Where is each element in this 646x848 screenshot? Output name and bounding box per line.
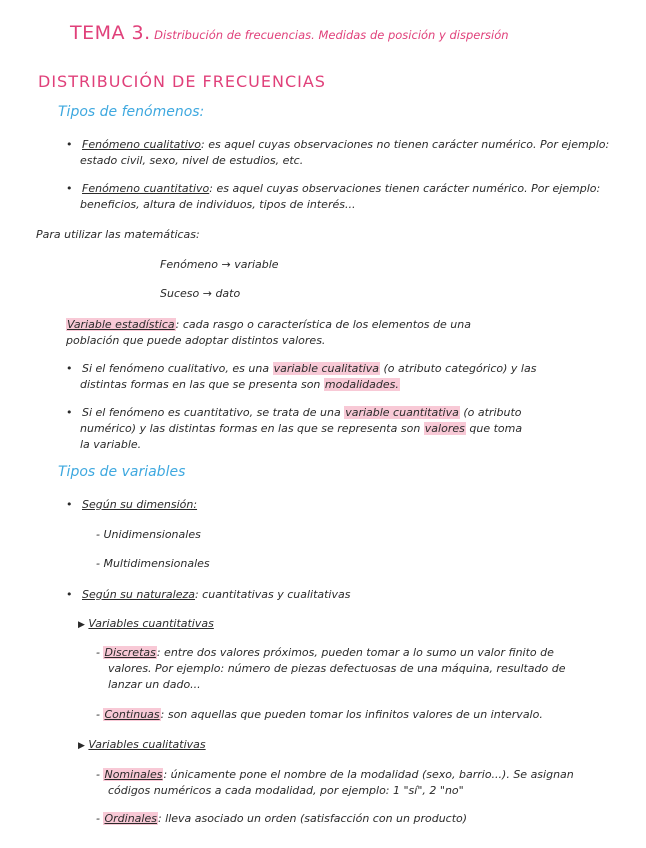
label-segun-naturaleza: Según su naturaleza bbox=[82, 588, 195, 601]
item-continuas: - Continuas: son aquellas que pueden tomar los infinitos valores de un intervalo. bbox=[96, 708, 543, 721]
text-discretas-l2: valores. Por ejemplo: número de piezas defectuosas de una máquina, resultado de bbox=[108, 662, 566, 675]
text-nominales-l2: códigos numéricos a cada modalidad, por ejemplo: 1 "sí", 2 "no" bbox=[108, 784, 464, 797]
term-continuas: Continuas bbox=[104, 708, 160, 721]
subheading-cuantitativas bbox=[78, 617, 214, 630]
term-variable-estadistica: Variable estadística bbox=[67, 318, 175, 331]
heading-tipos-variables: Tipos de variables bbox=[58, 464, 186, 480]
text-b2-l2a: numérico) y las distintas formas en las que se representa son bbox=[80, 422, 421, 435]
term-nominales: Nominales bbox=[104, 768, 163, 781]
text-b2b: (o atributo bbox=[463, 406, 522, 419]
arrow-icon: ▶ bbox=[78, 741, 85, 751]
bullet-variable-cualitativa bbox=[66, 362, 536, 375]
highlight-variable-cualitativa: variable cualitativa bbox=[273, 362, 380, 375]
tema-label: TEMA 3. bbox=[70, 22, 151, 44]
text-discretas-l3: lanzar un dado... bbox=[108, 678, 201, 691]
matematicas-intro: Para utilizar las matemáticas: bbox=[36, 228, 200, 241]
item-unidimensionales: - Unidimensionales bbox=[96, 528, 201, 541]
text-b1b: (o atributo categórico) y las bbox=[383, 362, 537, 375]
label-segun-dimension: Según su dimensión: bbox=[82, 498, 198, 511]
item-multidimensionales: - Multidimensionales bbox=[96, 557, 210, 570]
matematicas-suceso-dato: Suceso → dato bbox=[160, 287, 241, 300]
matematicas-fenomeno-variable: Fenómeno → variable bbox=[160, 258, 279, 271]
item-nominales: - Nominales: únicamente pone el nombre de la modalidad (sexo, barrio...). Se asignan bbox=[96, 768, 574, 781]
bullet-variable-cuantitativa bbox=[66, 406, 522, 419]
text-b2-l2 bbox=[80, 422, 522, 435]
arrow-icon: ▶ bbox=[78, 620, 85, 630]
item-ordinales: - Ordinales: lleva asociado un orden (satisfacción con un producto) bbox=[96, 812, 468, 825]
text-b1a: Si el fenómeno cualitativo, es una bbox=[82, 362, 270, 375]
heading-tipos-fenomenos: Tipos de fenómenos: bbox=[58, 104, 205, 120]
text-b2-l2b: que toma bbox=[469, 422, 523, 435]
bullet-fenomeno-cualitativo bbox=[66, 138, 609, 151]
text-b2-l3: la variable. bbox=[80, 438, 142, 451]
text-fenomeno-cuantitativo: : es aquel cuyas observaciones tienen carácter numérico. Por ejemplo: bbox=[209, 182, 601, 195]
term-fenomeno-cuantitativo: Fenómeno cuantitativo bbox=[82, 182, 210, 195]
page-header bbox=[70, 22, 509, 44]
text-b1-l2a: distintas formas en las que se presenta son bbox=[80, 378, 321, 391]
text-fenomeno-cuantitativo-l2: beneficios, altura de individuos, tipos de interés... bbox=[80, 198, 356, 211]
text-b2a: Si el fenómeno es cuantitativo, se trata de una bbox=[82, 406, 341, 419]
text-nominales-l1: : únicamente pone el nombre de la modalidad (sexo, barrio...). Se asignan bbox=[163, 768, 574, 781]
label-variables-cualitativas: Variables cualitativas bbox=[88, 738, 206, 751]
item-discretas: - Discretas: entre dos valores próximos, pueden tomar a lo sumo un valor finito de bbox=[96, 646, 554, 659]
text-b1-l2 bbox=[80, 378, 400, 391]
text-fenomeno-cualitativo: : es aquel cuyas observaciones no tienen carácter numérico. Por ejemplo: bbox=[201, 138, 610, 151]
bullet-fenomeno-cuantitativo bbox=[66, 182, 600, 195]
variable-estadistica-def bbox=[66, 318, 471, 331]
text-continuas: : son aquellas que pueden tomar los infinitos valores de un intervalo. bbox=[160, 708, 543, 721]
highlight-modalidades: modalidades. bbox=[324, 378, 399, 391]
bullet-segun-dimension bbox=[66, 498, 197, 511]
term-discretas: Discretas bbox=[104, 646, 156, 659]
text-fenomeno-cualitativo-l2: estado civil, sexo, nivel de estudios, etc. bbox=[80, 154, 304, 167]
text-segun-naturaleza: : cuantitativas y cualitativas bbox=[194, 588, 351, 601]
highlight-valores: valores bbox=[424, 422, 465, 435]
section-title: DISTRIBUCIÓN DE FRECUENCIAS bbox=[38, 72, 326, 91]
text-ordinales: : lleva asociado un orden (satisfacción con un producto) bbox=[157, 812, 468, 825]
term-ordinales: Ordinales bbox=[104, 812, 157, 825]
highlight-variable-cuantitativa: variable cuantitativa bbox=[345, 406, 459, 419]
bullet-segun-naturaleza bbox=[66, 588, 350, 601]
term-fenomeno-cualitativo: Fenómeno cualitativo bbox=[82, 138, 202, 151]
label-variables-cuantitativas: Variables cuantitativas bbox=[88, 617, 214, 630]
text-discretas-l1: : entre dos valores próximos, pueden tomar a lo sumo un valor finito de bbox=[156, 646, 554, 659]
text-variable-estadistica: : cada rasgo o característica de los elementos de una bbox=[175, 318, 471, 331]
subheading-cualitativas bbox=[78, 738, 206, 751]
text-variable-estadistica-l2: población que puede adoptar distintos valores. bbox=[66, 334, 326, 347]
tema-subtitle: Distribución de frecuencias. Medidas de posición y dispersión bbox=[154, 28, 509, 42]
